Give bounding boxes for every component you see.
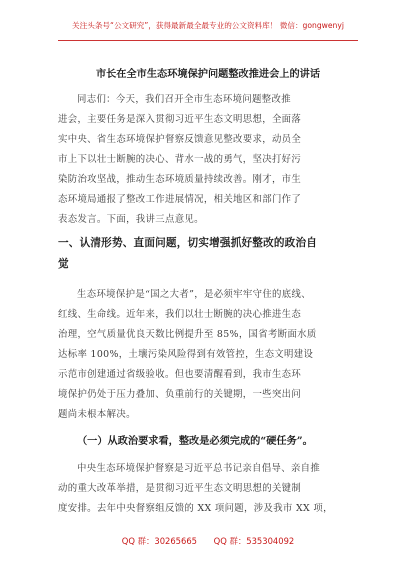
paragraph-line: 市上下以壮士断腕的决心、背水一战的勇气，坚决打好污: [58, 154, 302, 165]
paragraph-line: 表态发言。下面，我讲三点意见。: [58, 214, 204, 225]
paragraph-line: 示范市创建通过省级验收。但也要清醒看到，我市生态环: [58, 369, 302, 380]
paragraph-line: 中央生态环境保护督察是习近平总书记亲自倡导、亲自推: [77, 463, 321, 474]
paragraph-line: 生态环境保护是“国之大者”，是必须牢牢守住的底线、: [77, 289, 311, 300]
footer-qq-group-1: QQ 群：30265665: [121, 536, 197, 546]
paragraph-line: 红线、生命线。近年来，我们以壮士断腕的决心推进生态: [58, 309, 302, 320]
subheading-1: [58, 431, 358, 451]
footer-contact: [58, 535, 358, 547]
section-heading-line: 觉: [58, 257, 69, 270]
subheading-line: （一）从政治要求看，整改是必须完成的“硬任务”。: [77, 435, 313, 447]
paragraph-line: 实中央、省生态环境保护督察反馈意见整改要求，动员全: [58, 134, 302, 145]
section-heading-1: [58, 233, 358, 274]
paragraph-line: 达标率 100%，土壤污染风险得到有效管控，生态文明建设: [58, 349, 314, 360]
section-heading-line: 一、认清形势、直面问题，切实增强抓好整改的政治自: [58, 237, 318, 249]
footer-qq-group-2: QQ 群：535304092: [213, 536, 295, 546]
paragraph-line: 染防治攻坚战，推动生态环境质量持续改善。刚才，市生: [58, 174, 302, 185]
paragraph-line: 同志们：今天，我们召开全市生态环境问题整改推: [77, 94, 291, 105]
document-title: 市长在全市生态环境保护问题整改推进会上的讲话: [95, 68, 321, 80]
paragraph-line: 进会，主要任务是深入贯彻习近平生态文明思想，全面落: [58, 114, 302, 125]
paragraph-line: 动的重大改革举措，是贯彻习近平生态文明思想的关键制: [58, 483, 302, 494]
paragraph-line: 题尚未根本解决。: [58, 409, 136, 420]
paragraph-political: [58, 459, 358, 519]
paragraph-line: 治理，空气质量优良天数比例提升至 85%，国省考断面水质: [58, 329, 317, 340]
header-divider: [58, 40, 358, 41]
paragraph-situation: [58, 285, 358, 425]
paragraph-line: 态环境局通报了整改工作进展情况，相关地区和部门作了: [58, 194, 302, 205]
paragraph-line: 境保护仍处于压力叠加、负重前行的关键期，一些突出问: [58, 389, 302, 400]
header-banner: 关注头条号“公文研究”，获得最新最全最专业的公文资料库！ 微信：gongwenyj: [72, 21, 344, 30]
paragraph-line: 度安排。去年中央督察组反馈的 XX 项问题，涉及我市 XX 项，: [58, 503, 333, 514]
paragraph-opening: [58, 90, 358, 230]
